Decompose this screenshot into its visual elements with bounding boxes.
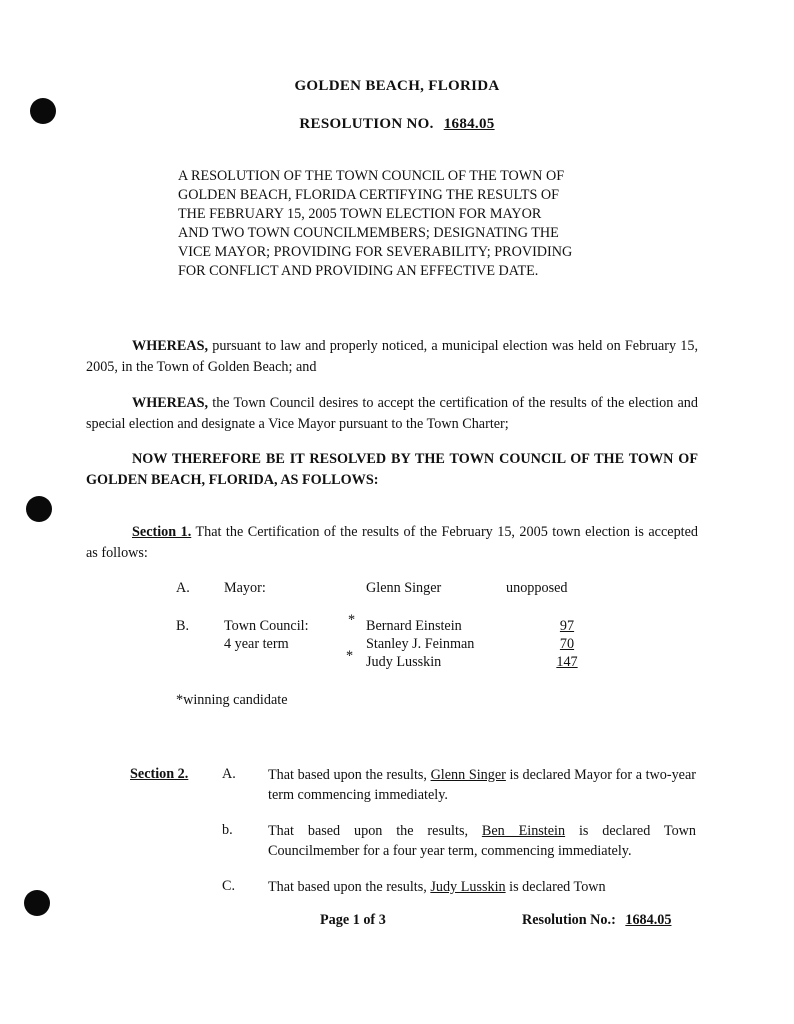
declared-name: Glenn Singer: [430, 767, 506, 783]
whereas-clause-2: [86, 393, 698, 434]
resolution-number: 1684.05: [443, 116, 495, 132]
candidate-votes: 97: [559, 618, 575, 634]
declared-name: Judy Lusskin: [430, 879, 506, 895]
declared-name: Ben Einstein: [481, 823, 566, 839]
summary-line: FOR CONFLICT AND PROVIDING AN EFFECTIVE DATE.: [178, 263, 539, 279]
section-1-label: Section 1.: [132, 524, 192, 540]
section-2-item-letter: b.: [222, 822, 233, 838]
resolved-text: NOW THEREFORE BE IT RESOLVED BY THE TOWN COUNCIL OF THE TOWN OF GOLDEN BEACH, FLORIDA, AS FOLLOWS:: [86, 451, 698, 488]
whereas-clause-1: [86, 336, 698, 377]
candidate-votes: 70: [559, 636, 575, 652]
section-2-item-letter: C.: [222, 878, 236, 894]
whereas-lead: WHEREAS,: [132, 395, 209, 411]
candidate-name: Judy Lusskin: [366, 654, 442, 670]
candidate-votes: 147: [556, 654, 578, 670]
footer-resolution-label: Resolution No.:: [522, 912, 616, 928]
municipality-title: GOLDEN BEACH, FLORIDA: [294, 78, 500, 94]
footer-resolution: [522, 912, 671, 929]
whereas-lead: WHEREAS,: [132, 338, 209, 354]
result-a-office: Mayor:: [224, 580, 266, 596]
whereas-text: pursuant to law and properly noticed, a municipal election was held on February 15, 2005, in the Town of Golden Beach; and: [86, 338, 698, 375]
summary-line: THE FEBRUARY 15, 2005 TOWN ELECTION FOR MAYOR: [178, 206, 542, 222]
section-2-item-letter: A.: [222, 766, 236, 782]
section-2-item: That based upon the results, Glenn Singer is declared Mayor for a two-year term commencing immediately.: [268, 767, 697, 803]
result-a-status: unopposed: [506, 580, 568, 596]
resolution-summary: [178, 167, 618, 281]
result-b-term: 4 year term: [224, 636, 289, 652]
summary-line: AND TWO TOWN COUNCILMEMBERS; DESIGNATING THE: [178, 225, 559, 241]
result-a-candidate: Glenn Singer: [366, 580, 442, 596]
punch-hole-middle: [26, 496, 52, 522]
section-1-text: That the Certification of the results of the February 15, 2005 town election is accepted as follows:: [86, 524, 699, 561]
candidate-name: Stanley J. Feinman: [366, 636, 475, 652]
section-2-label: Section 2.: [130, 766, 189, 782]
section-1: [86, 522, 698, 563]
whereas-text: the Town Council desires to accept the certification of the results of the election and special election and designate a Vice Mayor pursuant to the Town Charter;: [86, 395, 698, 432]
section-2-item: That based upon the results, Ben Einstein is declared Town Councilmember for a four year term, commencing immediately.: [268, 823, 697, 859]
result-b-office: Town Council:: [224, 618, 309, 634]
winner-mark: *: [346, 648, 354, 664]
section-2-item: That based upon the results, Judy Lusskin is declared Town: [268, 879, 606, 895]
resolution-label: RESOLUTION NO.: [299, 116, 434, 132]
winner-mark: *: [348, 612, 356, 628]
summary-line: A RESOLUTION OF THE TOWN COUNCIL OF THE TOWN OF: [178, 168, 565, 184]
page-number: Page 1 of 3: [320, 912, 386, 928]
resolution-heading: [0, 116, 794, 133]
candidate-name: Bernard Einstein: [366, 618, 462, 634]
winning-candidate-footnote: *winning candidate: [176, 692, 288, 708]
punch-hole-bottom: [24, 890, 50, 916]
result-a-letter: A.: [176, 580, 190, 596]
result-b-letter: B.: [176, 618, 190, 634]
footer-resolution-number: 1684.05: [625, 912, 672, 928]
summary-line: VICE MAYOR; PROVIDING FOR SEVERABILITY; PROVIDING: [178, 244, 573, 260]
resolved-clause: [86, 449, 698, 490]
summary-line: GOLDEN BEACH, FLORIDA CERTIFYING THE RESULTS OF: [178, 187, 560, 203]
